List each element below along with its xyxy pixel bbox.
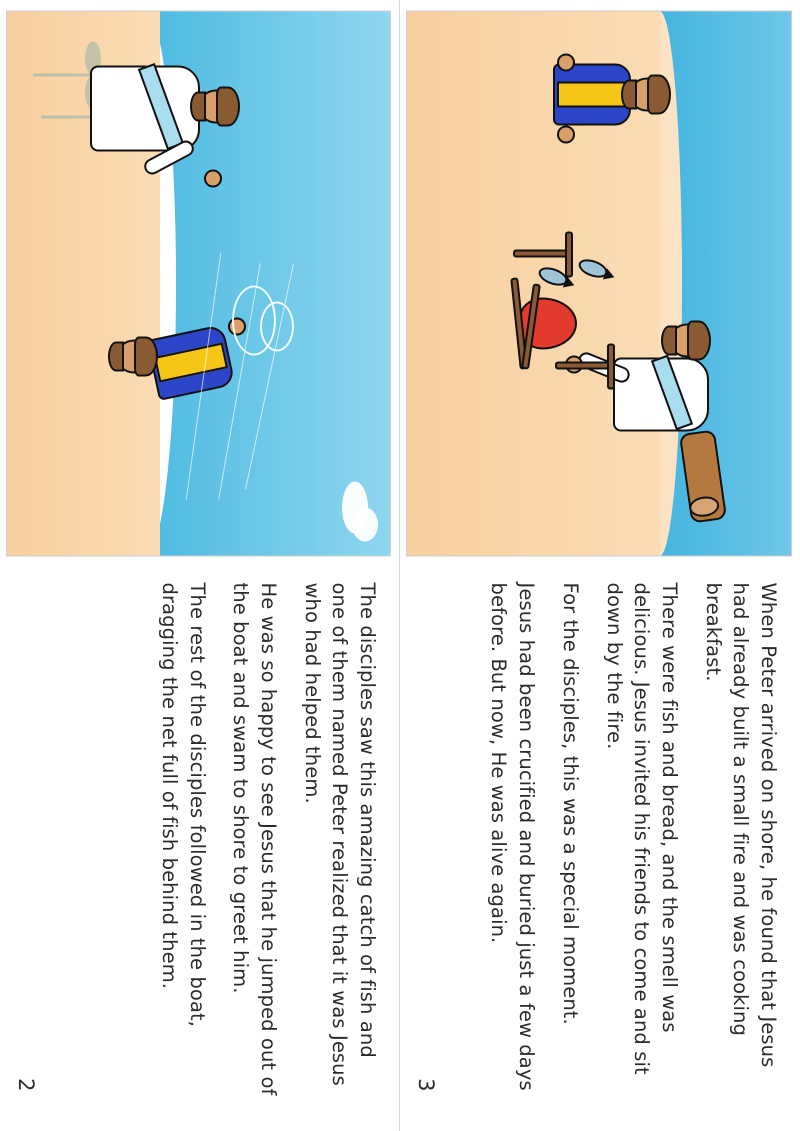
text-column-page-3 [406, 566, 792, 1121]
peter-head [629, 77, 665, 111]
peter-beard [621, 79, 637, 109]
paragraph: There were fish and bread, and the smell was delicious. Jesus invited his friends to come and sit down by the fire. [602, 582, 681, 1075]
spit-crossbar-right [607, 343, 615, 389]
jesus-hand-raised [204, 169, 222, 187]
spit-post-right [555, 361, 611, 369]
peter-beard [108, 341, 124, 371]
paragraph: Jesus had been crucified and buried just a few days before. But now, He was alive again. [487, 582, 539, 1091]
jesus-beard [190, 91, 206, 121]
text-column-page-2 [6, 566, 391, 1121]
spit-post-left [513, 249, 569, 257]
peter-tunic-stripe [557, 81, 627, 107]
peter-head [116, 339, 152, 373]
paragraph: When Peter arrived on shore, he found that Jesus had already built a small fire and was cooking breakfast. [701, 582, 780, 1067]
jesus-beard [661, 325, 677, 355]
peter-hand-right [557, 125, 575, 143]
paragraph: The disciples saw this amazing catch of fish and one of them named Peter realized that it was Jesus who had helped them. [300, 582, 379, 1086]
page-number: 3 [414, 1077, 438, 1091]
jesus-head [669, 323, 705, 357]
paragraph: The rest of the disciples followed in the boat, dragging the net full of fish behind them. [157, 582, 209, 1027]
page-number: 2 [14, 1077, 38, 1091]
jesus-hair [687, 320, 711, 360]
cloud [352, 507, 378, 541]
peter-hair [134, 336, 158, 376]
paragraph: For the disciples, this was a special moment. [558, 582, 582, 1025]
spit-crossbar-left [565, 231, 573, 277]
paragraph: He was so happy to see Jesus that he jumped out of the boat and swam to shore to greet him. [229, 582, 280, 1095]
booklet-page-3 [400, 0, 800, 1131]
illustration-page-3 [406, 10, 792, 556]
peter-hand-left [557, 53, 575, 71]
palm-silhouette [33, 73, 93, 76]
illustration-page-2 [6, 10, 391, 556]
peter-hair [647, 74, 671, 114]
jesus-head [198, 89, 234, 123]
jesus-hair [216, 86, 240, 126]
